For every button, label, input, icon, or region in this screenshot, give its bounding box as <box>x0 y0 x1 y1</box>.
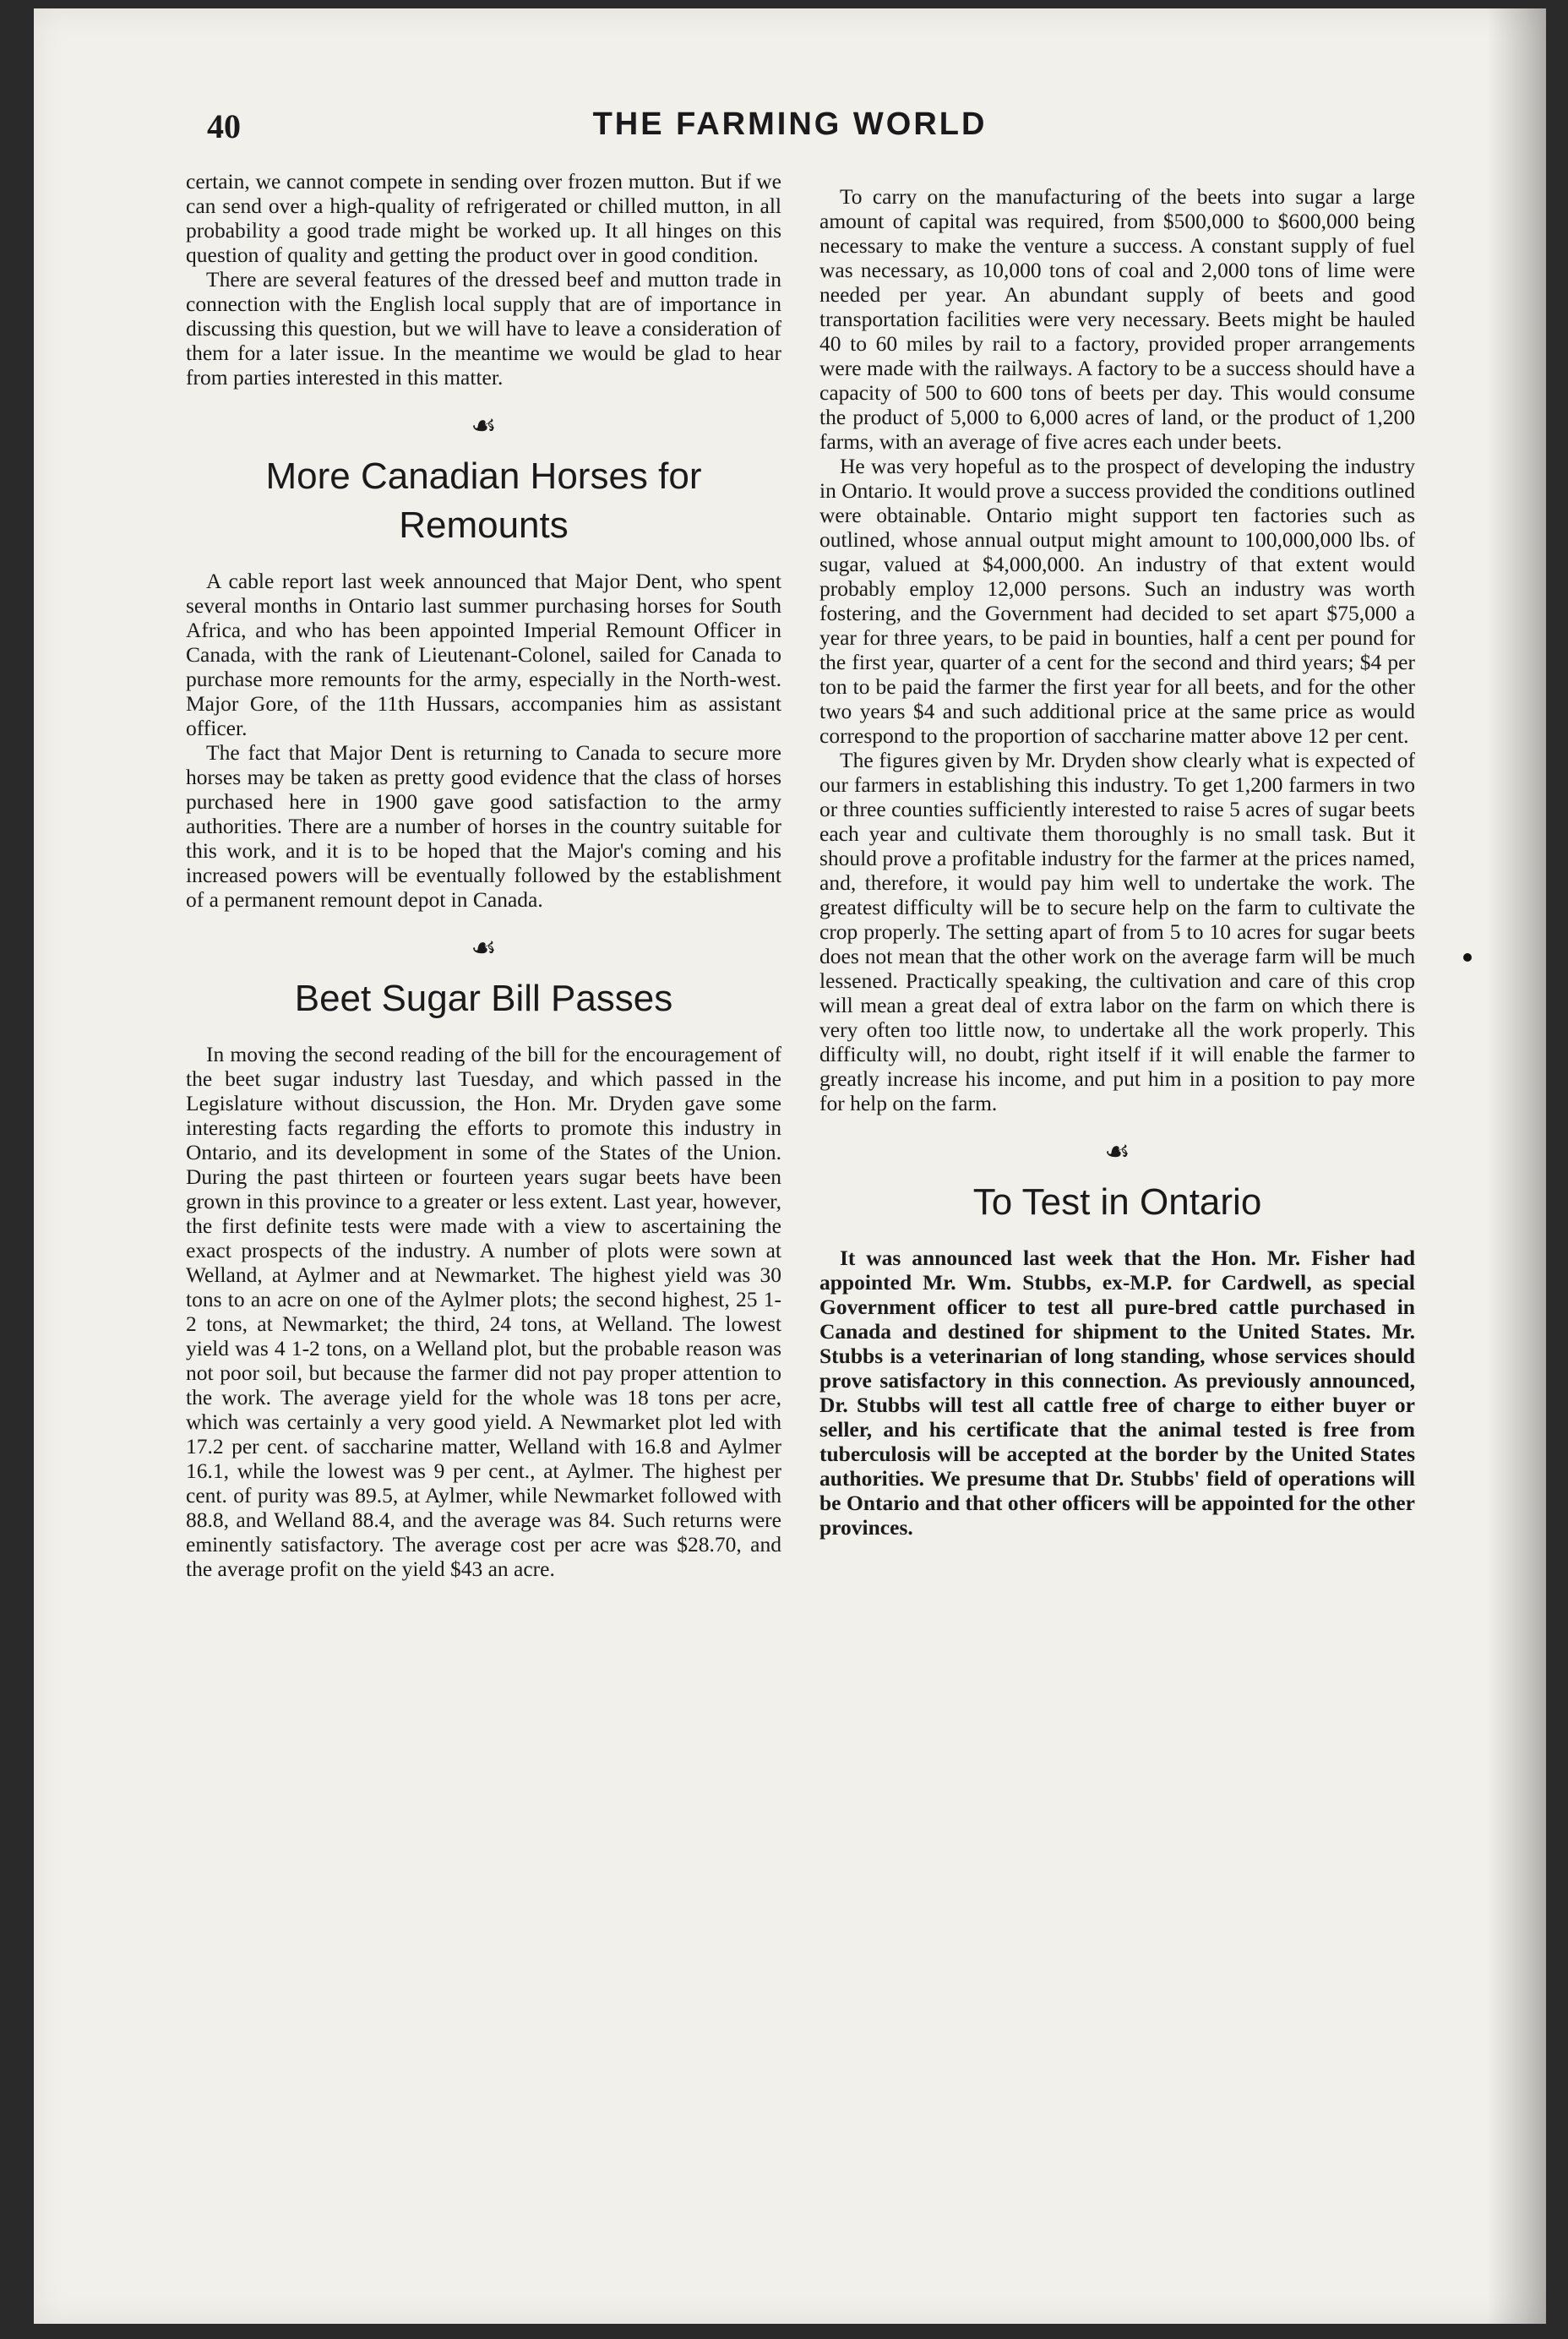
article-paragraph: In moving the second reading of the bill for the encouragement of the beet sugar industry last Tuesday, and which passed in the Legislature without discussion, the Hon. Mr. Dryden gave some interesting facts regarding the efforts to promote this industry in Ontario, and its development in some of the States of the Union. During the past thirteen or fourteen years sugar beets have been grown in this province to a greater or less extent. Last year, however, the first definite tests were made with a view to ascertaining the exact prospects of the industry. A number of plots were sown at Welland, at Aylmer and at Newmarket. The highest yield was 30 tons to an acre on one of the Aylmer plots; the second highest, 25 1-2 tons, at Newmarket; the third, 24 tons, at Welland. The lowest yield was 4 1-2 tons, on a Welland plot, but the probable reason was not poor soil, but because the farmer did not pay proper attention to the work. The average yield for the whole was 18 tons per acre, which was certainly a very good yield. A Newmarket plot led with 17.2 per cent. of saccharine matter, Welland with 16.8 and Aylmer 16.1, while the lowest was 9 per cent., at Aylmer. The highest per cent. of purity was 89.5, at Aylmer, while Newmarket followed with 88.8, and Welland 88.4, and the average was 84. Such returns were eminently satisfactory. The average cost per acre was $28.70, and the average profit on the yield $43 an acre. <box>186 1042 781 1581</box>
article-title-test-ontario: To Test in Ontario <box>972 1181 1262 1223</box>
continued-paragraph: He was very hopeful as to the prospect of developing the industry in Ontario. It would prove a success provided the conditions outlined were obtainable. Ontario might support ten factories such as outlined, whose annual output might amount to 100,000,000 lbs. of sugar, valued at $4,000,000. An industry of that extent would probably employ 12,000 persons. Such an industry was worth fostering, and the Government had decided to set apart $75,000 a year for three years, to be paid in bounties, half a cent per pound for the first year, quarter of a cent for the second and third years; $4 per ton to be paid the farmer the first year for all beets, and for the other two years $4 and such additional price at the same price as would correspond to the proportion of saccharine matter above 12 per cent. <box>819 454 1415 748</box>
continued-paragraph: To carry on the manufacturing of the beets into sugar a large amount of capital was required, from $500,000 to $600,000 being necessary to make the venture a success. A constant supply of fuel was necessary, as 10,000 tons of coal and 2,000 tons of lime were needed per year. An abundant supply of beets and good transportation facilities were very necessary. Beets might be hauled 40 to 60 miles by rail to a factory, provided proper arrangements were made with the railways. A factory to be a success should have a capacity of 500 to 600 tons of beets per day. This would consume the product of 5,000 to 6,000 acres of land, or the product of 1,200 farms, with an average of five acres each under beets. <box>819 184 1415 454</box>
article-paragraph: A cable report last week announced that Major Dent, who spent several months in Ontario last summer purchasing horses for South Africa, and who has been appointed Imperial Remount Officer in Canada, with the rank of Lieutenant-Colonel, sailed for Canada to purchase more remounts for the army, especially in the North-west. Major Gore, of the 11th Hussars, accompanies him as assistant officer. <box>186 569 781 740</box>
article-paragraph: The fact that Major Dent is returning to Canada to secure more horses may be taken as pretty good evidence that the class of horses purchased here in 1900 gave good satisfaction to the army authorities. There are a number of horses in the country suitable for this work, and it is to be hoped that the Major's coming and his increased powers will be eventually followed by the establishment of a permanent remount depot in Canada. <box>186 740 781 912</box>
article-paragraph: It was announced last week that the Hon. Mr. Fisher had appointed Mr. Wm. Stubbs, ex-M.P. for Cardwell, as special Government officer to test all pure-bred cattle purchased in Canada and destined for shipment to the United States. Mr. Stubbs is a veterinarian of long standing, whose services should prove satisfactory in this connection. As previously announced, Dr. Stubbs will test all cattle free of charge to either buyer or seller, and his certificate that the animal tested is free from tuberculosis will be accepted at the border by the United States authorities. We presume that Dr. Stubbs' field of operations will be Ontario and that other officers will be appointed for the other provinces. <box>819 1246 1415 1540</box>
right-column <box>819 184 1415 1540</box>
continued-paragraph: certain, we cannot compete in sending over frozen mutton. But if we can send over a high-quality of refrigerated or chilled mutton, in all probability a good trade might be worked up. It all hinges on this question of quality and getting the product over in good condition. <box>186 169 781 267</box>
page-edge-shadow <box>1487 8 1546 2324</box>
page-header <box>34 100 1546 150</box>
left-column <box>186 169 781 1581</box>
ink-dot <box>1463 953 1472 962</box>
article-title-beet-sugar: Beet Sugar Bill Passes <box>294 978 673 1019</box>
newspaper-page <box>34 8 1546 2324</box>
ornament-icon: ☙ <box>471 411 497 442</box>
continued-paragraph: The figures given by Mr. Dryden show clearly what is expected of our farmers in establishing this industry. To get 1,200 farmers in two or three counties sufficiently interested to raise 5 acres of sugar beets each year and cultivate them thoroughly is no small task. But it should prove a profitable industry for the farmer at the prices named, and, therefore, it would pay him well to undertake the work. The greatest difficulty will be to secure help on the farm to cultivate the crop properly. The setting apart of from 5 to 10 acres for sugar beets does not mean that the other work on the average farm will be much lessened. Practically speaking, the cultivation and care of this crop will mean a great deal of extra labor on the farm on which there is very often too little now, to undertake all the work properly. This difficulty will, no doubt, right itself if it will enable the farmer to greatly increase his income, and put him in a position to pay more for help on the farm. <box>819 748 1415 1115</box>
ornament-icon: ☙ <box>1104 1137 1130 1168</box>
article-title-remounts: More Canadian Horses for Remounts <box>265 455 702 546</box>
ornament-icon: ☙ <box>471 933 497 964</box>
page-number: 40 <box>207 107 241 145</box>
continued-paragraph: There are several features of the dressed beef and mutton trade in connection with the English local supply that are of importance in discussing this question, but we will have to leave a consideration of them for a later issue. In the meantime we would be glad to hear from parties interested in this matter. <box>186 267 781 390</box>
running-head: THE FARMING WORLD <box>592 106 988 142</box>
